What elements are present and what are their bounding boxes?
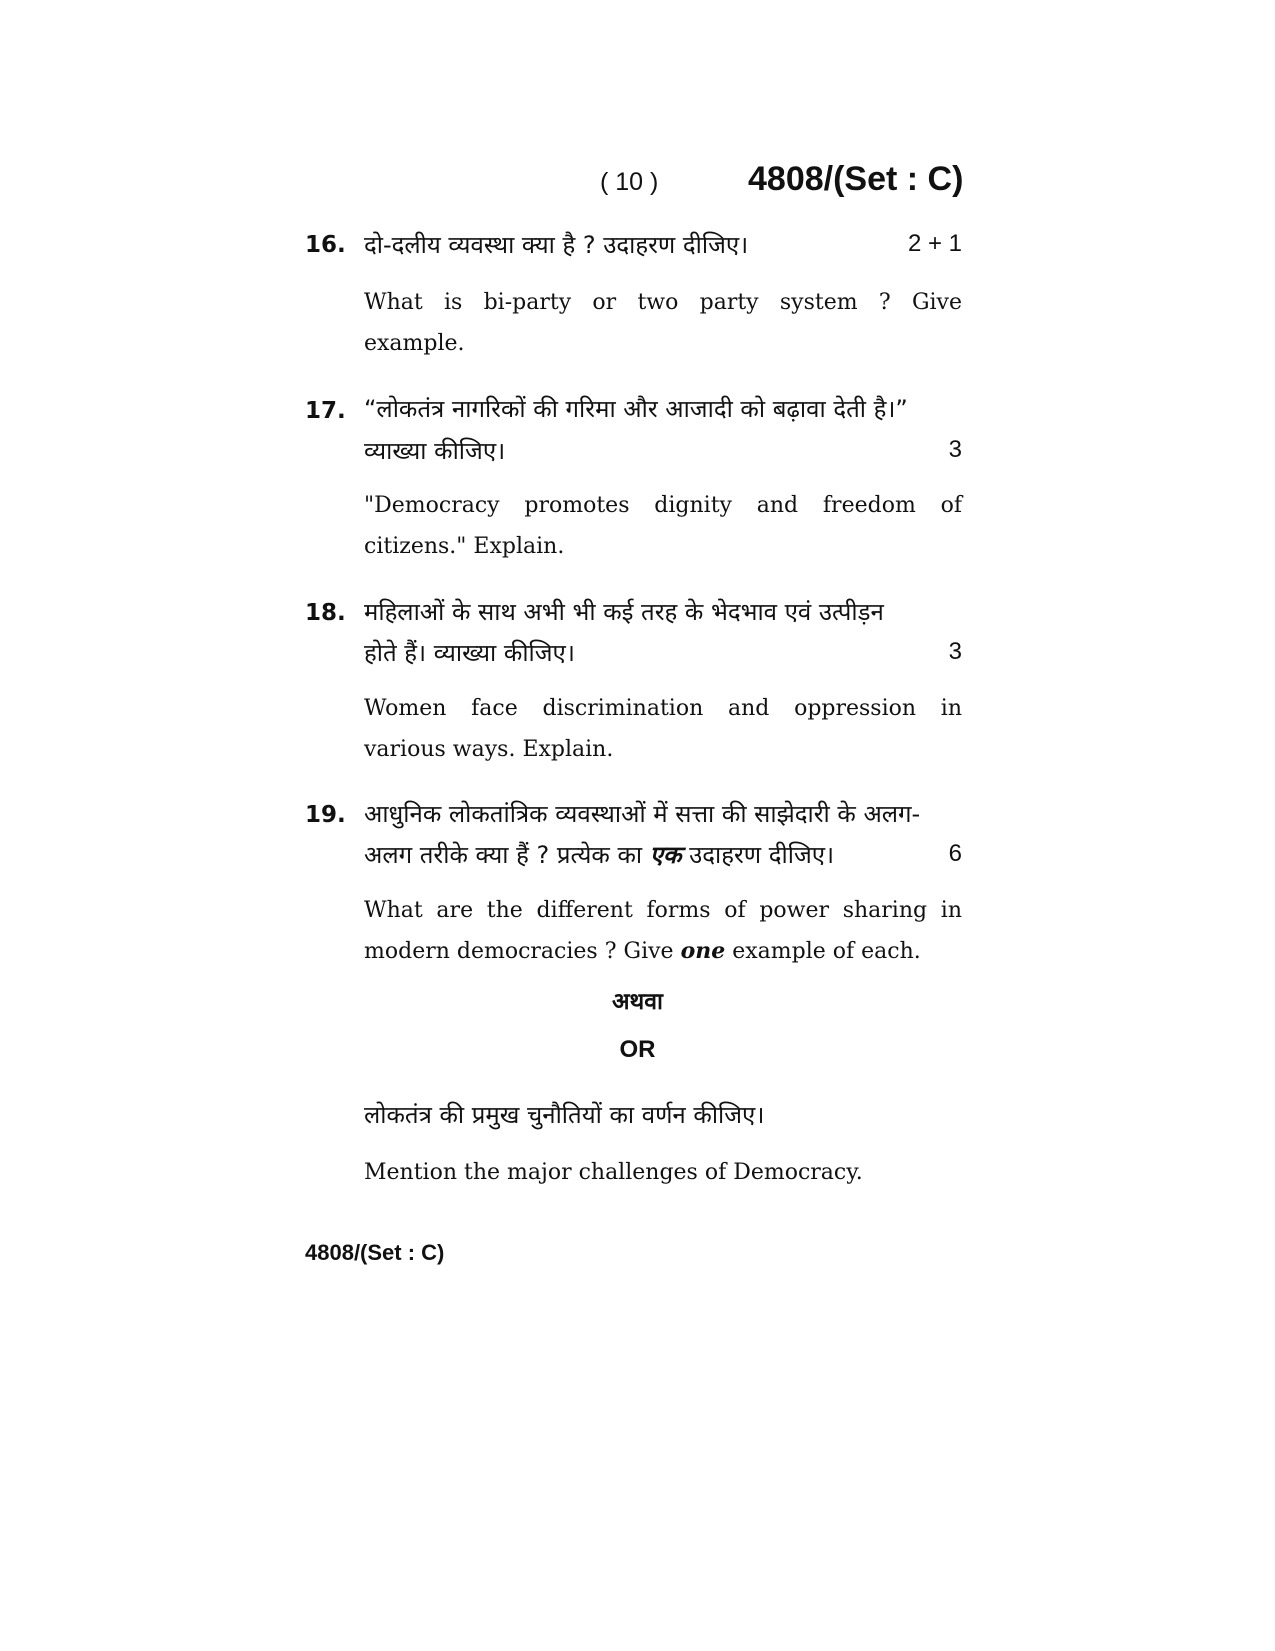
question-hindi-text: आधुनिक लोकतांत्रिक व्यवस्थाओं में सत्ता की साझेदारी के अलग- xyxy=(364,800,921,828)
question-number: 18. xyxy=(305,600,346,626)
question-english-line: citizens." Explain. xyxy=(364,534,565,559)
english-text-part: modern democracies ? Give xyxy=(364,939,674,964)
alternative-hindi-text: लोकतंत्र की प्रमुख चुनौतियों का वर्णन कीजिए। xyxy=(364,1101,765,1129)
question-hindi-text: होते हैं। व्याख्या कीजिए। xyxy=(364,639,575,667)
question-english-line: various ways. Explain. xyxy=(364,737,614,762)
question-number: 16. xyxy=(305,232,346,258)
question-english-line: What are the different forms of power sharing in xyxy=(364,898,962,923)
question-hindi-text: दो-दलीय व्यवस्था क्या है ? उदाहरण दीजिए। xyxy=(364,231,749,259)
english-text-part: example of each. xyxy=(732,939,921,964)
question-number: 19. xyxy=(305,802,346,828)
set-code-header: 4808/(Set : C) xyxy=(748,160,964,198)
page-number: ( 10 ) xyxy=(600,168,659,196)
or-english: OR xyxy=(619,1036,656,1063)
set-code-footer: 4808/(Set : C) xyxy=(305,1240,445,1265)
question-number: 17. xyxy=(305,398,346,424)
question-hindi-text: महिलाओं के साथ अभी भी कई तरह के भेदभाव एवं उत्पीड़न xyxy=(364,598,884,626)
emphasis-word: एक xyxy=(649,841,682,869)
question-marks: 2 + 1 xyxy=(907,230,962,257)
hindi-text-part: अलग तरीके क्या हैं ? प्रत्येक का xyxy=(364,841,643,869)
question-hindi-text: व्याख्या कीजिए। xyxy=(364,437,506,465)
question-hindi-text: “लोकतंत्र नागरिकों की गरिमा और आजादी को बढ़ावा देती है।” xyxy=(364,395,908,423)
question-english-line: Women face discrimination and oppression in xyxy=(364,696,962,721)
question-english-line: "Democracy promotes dignity and freedom of xyxy=(364,493,962,518)
question-english-line: example. xyxy=(364,331,465,356)
question-english-line xyxy=(364,931,962,972)
question-english-line: What is bi-party or two party system ? Give xyxy=(364,290,962,315)
hindi-text-part: उदाहरण दीजिए। xyxy=(689,841,835,869)
alternative-english-text: Mention the major challenges of Democracy. xyxy=(364,1160,863,1185)
question-marks: 3 xyxy=(948,638,962,665)
question-marks: 3 xyxy=(948,436,962,463)
emphasis-word: one xyxy=(680,938,726,964)
question-hindi-text xyxy=(364,838,834,871)
question-marks: 6 xyxy=(948,840,962,867)
or-hindi: अथवा xyxy=(611,989,663,1015)
